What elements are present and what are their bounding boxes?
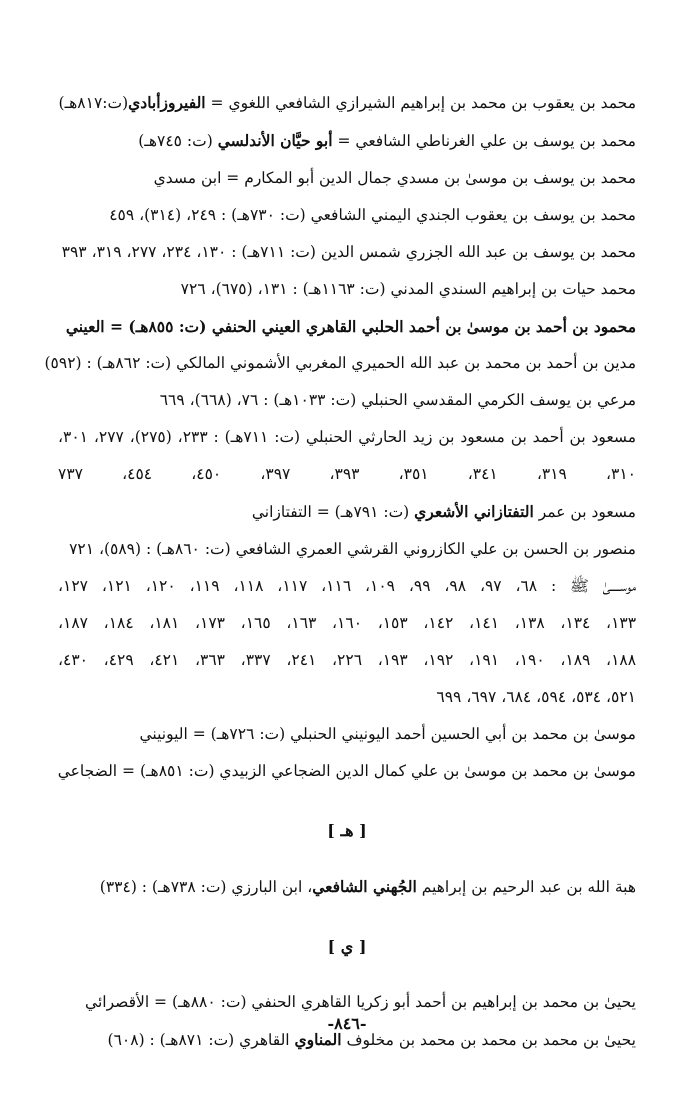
index-entry [44,345,636,382]
entry-text: مسعود بن أحمد بن مسعود بن زيد الحارثي الحنبلي (ت: ٧١١هـ) : ٢٣٣، (٢٧٥)، ٢٧٧، ٣٠١، [58,428,637,446]
entry-text: يحيىٰ بن محمد بن إبراهيم بن أحمد أبو زكريا القاهري الحنفي (ت: ٨٨٠هـ) = الأقصرائي [85,993,636,1011]
index-entry [58,753,636,790]
entry-text: محمد بن يوسف بن علي الغرناطي الشافعي = [332,132,636,150]
index-entry [58,679,636,716]
entry-text: القاهري (ت: ٨٧١هـ) : (٦٠٨) [107,1031,295,1049]
index-entry [58,84,636,122]
index-entry [58,456,636,493]
entry-highlight: التفتازاني الأشعري [414,502,534,521]
entry-highlight: العيني [261,317,301,336]
entry-text: محمود بن أحمد بن موسىٰ بن أحمد الحلبي القاهري [300,317,636,336]
entry-text: منصور بن الحسن بن علي الكازروني القرشي العمري الشافعي (ت: ٨٦٠هـ) : (٥٨٩)، ٧٢١ [69,540,636,558]
index-entry [58,605,636,642]
index-entry [58,493,636,531]
entry-text: ، ابن البارزي (ت: ٧٣٨هـ) : (٣٣٤) [99,878,313,896]
entry-text: (ت:٨١٧هـ) [58,94,129,112]
index-entry [58,160,636,197]
index-entry [58,234,636,271]
section-heading: [ ي ] [327,937,367,956]
index-entry [58,568,636,605]
index-entry [58,642,636,679]
entry-text: محمد حيات بن إبراهيم السندي المدني (ت: ١١٦٣هـ) : ١٣١، (٦٧٥)، ٧٢٦ [180,280,636,298]
index-entry [58,308,636,345]
entry-text: مسعود بن عمر [533,503,636,521]
index-entry [58,531,636,568]
entry-text: موسىٰ بن محمد بن موسىٰ بن علي كمال الدين الضجاعي الزبيدي (ت: ٨٥١هـ) = الضجاعي [57,762,636,780]
index-entry [58,197,636,234]
entry-text: محمد بن يوسف بن موسىٰ بن مسدي جمال الدين أبو المكارم = ابن مسدي [153,169,636,187]
entry-text: مدين بن أحمد بن محمد بن عبد الله الحميري المغربي الأشموني المالكي (ت: ٨٦٢هـ) : (٥٩٢) [44,354,636,372]
index-entry [58,716,636,753]
entry-text: (ت: ٧٩١هـ) = التفتازاني [251,503,415,521]
index-entry [58,868,636,906]
entry-text: محمد بن يوسف بن يعقوب الجندي اليمني الشافعي (ت: ٧٣٠هـ) : ٢٤٩، (٣١٤)، ٤٥٩ [109,206,636,224]
index-entries [44,84,637,1059]
entry-highlight: الفيروزأبادي [128,93,206,112]
entry-highlight: الجُهني الشافعي [312,877,417,896]
index-entry [58,122,636,160]
entry-text: موسىٰ بن محمد بن أبي الحسين أحمد اليونيني الحنبلي (ت: ٧٢٦هـ) = اليونيني [139,725,636,743]
index-entry [58,419,636,456]
entry-text: هبة الله بن عبد الرحيم بن إبراهيم [416,878,636,896]
page-number: -٨٤٦- [327,1014,367,1033]
entry-highlight: المناوي [294,1030,342,1049]
index-entry [58,382,636,419]
entry-text: (ت: ٧٤٥هـ) [138,132,218,150]
entry-text: ٥٢١، ٥٣٤، ٥٩٤، ٦٨٤، ٦٩٧، ٦٩٩ [436,688,636,706]
entry-text: محمد بن يعقوب بن محمد بن إبراهيم الشيرازي الشافعي اللغوي = [205,94,636,112]
entry-text: مرعي بن يوسف الكرمي المقدسي الحنبلي (ت: ١٠٣٣هـ) : ٧٦، (٦٦٨)، ٦٦٩ [159,391,636,409]
entry-text: محمد بن يوسف بن عبد الله الجزري شمس الدين (ت: ٧١١هـ) : ١٣٠، ٢٣٤، ٢٧٧، ٣١٩، ٣٩٣ [61,243,636,261]
entry-text: الحنفي (ت: ٨٥٥هـ) = العيني [65,317,262,336]
entry-text: ١٣٣، ١٣٤، ١٣٨، ١٤١، ١٤٢، ١٥٣، ١٦٠، ١٦٣، ١٦٥، ١٧٣، ١٨١، ١٨٤، ١٨٧، [58,614,637,632]
entry-text: ١٨٨، ١٨٩، ١٩٠، ١٩١، ١٩٢، ١٩٣، ٢٢٦، ٢٤١، ٣٣٧، ٣٦٣، ٤٢١، ٤٢٩، ٤٣٠، [58,651,637,669]
entry-text: ٣١٠، ٣١٩، ٣٤١، ٣٥١، ٣٩٣، ٣٩٧، ٤٥٠، ٤٥٤، ٧٣٧ [58,465,636,483]
entry-text: يحيىٰ بن محمد بن محمد بن محمد بن مخلوف [341,1031,636,1049]
entry-highlight: أبو حيَّان الأندلسي [217,131,333,150]
entry-text: موســـــىٰ ﷺ : ٦٨، ٩٧، ٩٨، ٩٩، ١٠٩، ١١٦، ١١٧، ١١٨، ١١٩، ١٢٠، ١٢١، ١٢٧، [58,577,636,595]
section-heading: [ هـ ] [327,821,367,840]
index-entry [58,271,636,308]
